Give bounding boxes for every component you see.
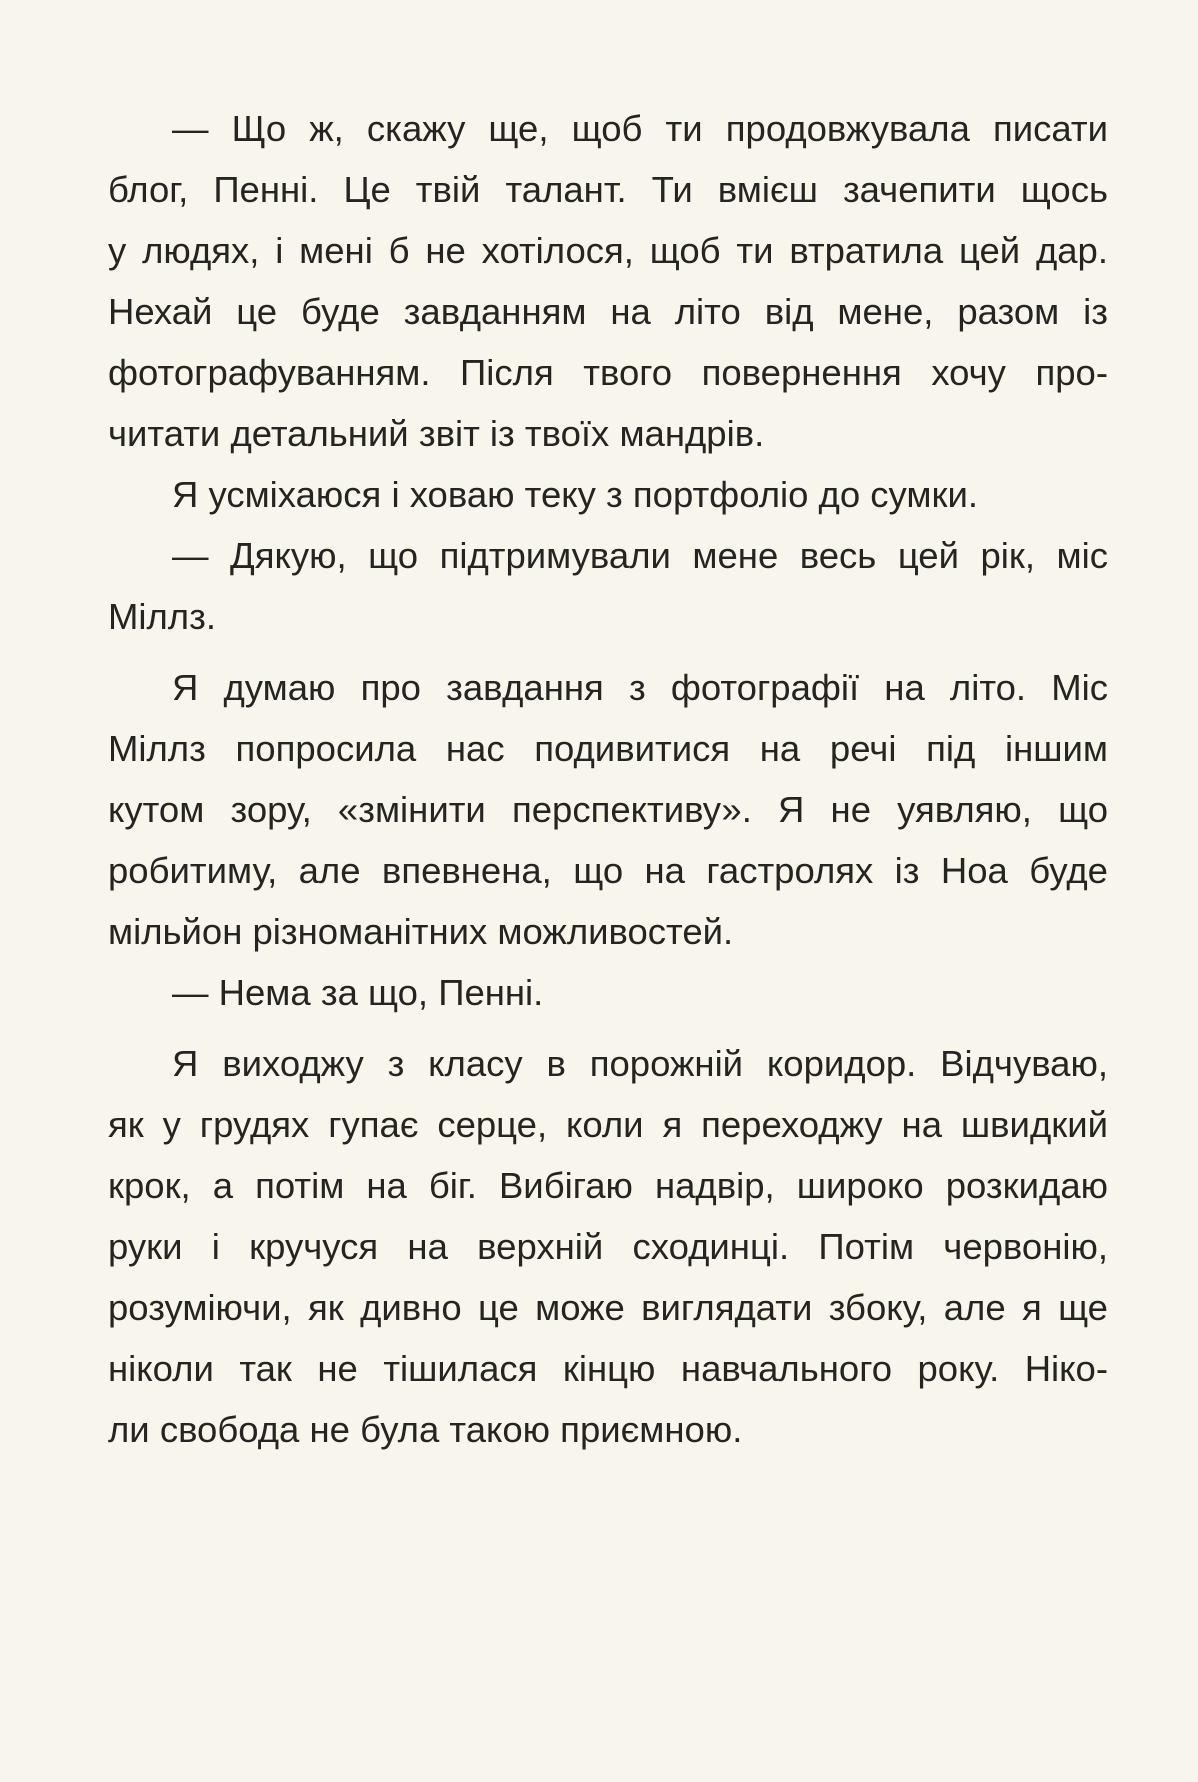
- text-line: кутом зору, «змінити перспективу». Я не уявляю, що: [108, 789, 1108, 830]
- text-line: руки і кручуся на верхній сходинці. Потім червонію,: [108, 1226, 1108, 1267]
- book-page: [108, 98, 1108, 1460]
- text-line: Я думаю про завдання з фотографії на літо. Міс: [172, 667, 1108, 708]
- text-line: Міллз попросила нас подивитися на речі під іншим: [108, 728, 1108, 769]
- text-line: читати детальний звіт із твоїх мандрів.: [108, 413, 765, 454]
- text-line: у людях, і мені б не хотілося, щоб ти втратила цей дар.: [108, 230, 1108, 271]
- text-line: Я виходжу з класу в порожній коридор. Відчуваю,: [172, 1043, 1108, 1084]
- paragraph: [108, 525, 1108, 647]
- text-line: як у грудях гупає серце, коли я переходжу на швидкий: [108, 1104, 1108, 1145]
- text-line: крок, а потім на біг. Вибігаю надвір, широко розкидаю: [108, 1165, 1108, 1206]
- text-line: фотографуванням. Після твого повернення хочу про-: [108, 352, 1108, 393]
- text-line: ли свобода не була такою приємною.: [108, 1409, 743, 1450]
- text-line: Я усміхаюся і ховаю теку з портфоліо до сумки.: [172, 474, 978, 515]
- text-line: ніколи так не тішилася кінцю навчального року. Ніко-: [108, 1348, 1108, 1389]
- text-line: — Дякую, що підтримували мене весь цей рік, міс: [172, 535, 1108, 576]
- text-line: блог, Пенні. Це твій талант. Ти вмієш зачепити щось: [108, 169, 1108, 210]
- text-line: — Нема за що, Пенні.: [172, 972, 544, 1013]
- paragraph: [108, 962, 1108, 1023]
- text-line: розуміючи, як дивно це може виглядати збоку, але я ще: [108, 1287, 1108, 1328]
- paragraph: [108, 464, 1108, 525]
- text-line: Міллз.: [108, 596, 216, 637]
- paragraph: [108, 1033, 1108, 1460]
- text-line: мільйон різноманітних можливостей.: [108, 911, 734, 952]
- text-line: робитиму, але впевнена, що на гастролях із Ноа буде: [108, 850, 1108, 891]
- paragraph: [108, 657, 1108, 962]
- text-line: Нехай це буде завданням на літо від мене, разом із: [108, 291, 1108, 332]
- text-line: — Що ж, скажу ще, щоб ти продовжувала писати: [172, 108, 1108, 149]
- paragraph: [108, 98, 1108, 464]
